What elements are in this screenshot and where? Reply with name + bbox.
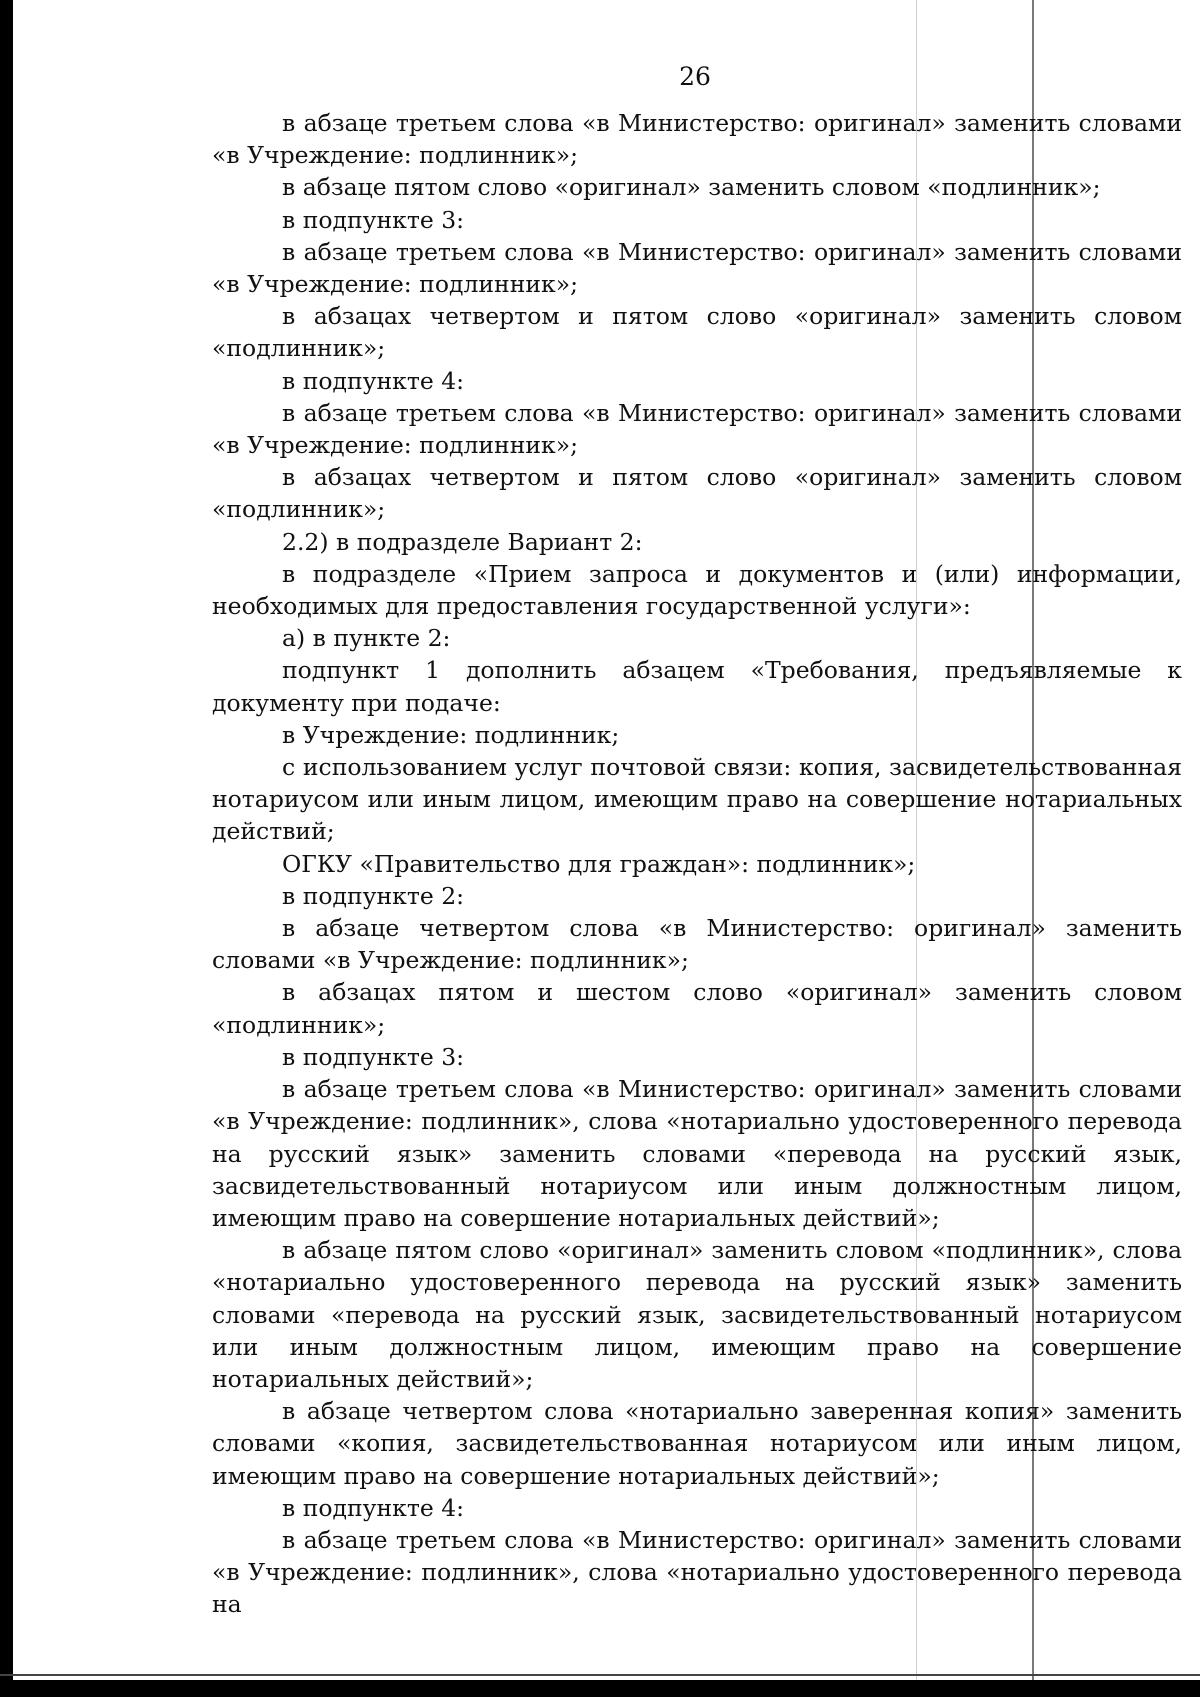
paragraph: ОГКУ «Правительство для граждан»: подлинник»; — [282, 849, 916, 878]
page-number: 26 — [679, 62, 711, 91]
paragraph: в абзацах четвертом и пятом слово «оригинал» заменить словом «подлинник»; — [212, 302, 1182, 363]
paragraph: в абзаце третьем слова «в Министерство: оригинал» заменить словами «в Учреждение: подлинник», слова «нотариально удостоверенного перевода на русский язык» заменить словами «перевода на русский язык, засвидетельствованный нотариусом или иным должностным лицом, имеющим право на совершение нотариальных действий»; — [212, 1075, 1182, 1232]
paragraph: в подразделе «Прием запроса и документов и (или) информации, необходимых для предоставления государственной услуги»: — [212, 559, 1182, 621]
paragraph: в абзаце пятом слово «оригинал» заменить словом «подлинник», слова «нотариально удостоверенного перевода на русский язык» заменить словами «перевода на русский язык, засвидетельствованный нотариусом или иным должностным лицом, имеющим право на совершение нотариальных действий»; — [212, 1236, 1182, 1393]
paragraph: в подпункте 3: — [282, 1042, 465, 1071]
scan-border-bottom-inner — [0, 1674, 1200, 1676]
paragraph: в абзаце четвертом слова «в Министерство: оригинал» заменить словами «в Учреждение: подлинник»; — [212, 914, 1182, 975]
scan-border-left — [0, 0, 13, 1697]
paragraph: в подпункте 4: — [282, 1493, 465, 1522]
paragraph: в абзаце четвертом слова «нотариально заверенная копия» заменить словами «копия, засвидетельствованная нотариусом или иным лицом, имеющим право на совершение нотариальных действий»; — [212, 1397, 1182, 1490]
scan-border-bottom — [0, 1680, 1200, 1697]
paragraph: в абзацах четвертом и пятом слово «оригинал» заменить словом «подлинник»; — [212, 463, 1182, 524]
document-body — [212, 107, 1182, 1621]
paragraph: в абзаце третьем слова «в Министерство: оригинал» заменить словами «в Учреждение: подлинник»; — [212, 109, 1182, 170]
paragraph: а) в пункте 2: — [282, 624, 451, 653]
paragraph: в подпункте 2: — [282, 881, 465, 910]
paragraph: в подпункте 4: — [282, 366, 465, 395]
paragraph: в абзаце третьем слова «в Министерство: оригинал» заменить словами «в Учреждение: подлинник», слова «нотариально удостоверенного перевода на — [212, 1525, 1182, 1619]
paragraph: 2.2) в подразделе Вариант 2: — [282, 527, 643, 556]
paragraph: в абзаце третьем слова «в Министерство: оригинал» заменить словами «в Учреждение: подлинник»; — [212, 398, 1182, 460]
paragraph: подпункт 1 дополнить абзацем «Требования, предъявляемые к документу при подаче: — [212, 656, 1182, 717]
paragraph: в Учреждение: подлинник; — [282, 720, 620, 749]
paragraph: в абзацах пятом и шестом слово «оригинал» заменить словом «подлинник»; — [212, 978, 1182, 1039]
paragraph: в абзаце пятом слово «оригинал» заменить словом «подлинник»; — [282, 173, 1101, 202]
paragraph: с использованием услуг почтовой связи: копия, засвидетельствованная нотариусом или иным лицом, имеющим право на совершение нотариальных действий; — [212, 753, 1182, 846]
paragraph: в подпункте 3: — [282, 205, 465, 234]
paragraph: в абзаце третьем слова «в Министерство: оригинал» заменить словами «в Учреждение: подлинник»; — [212, 237, 1182, 299]
